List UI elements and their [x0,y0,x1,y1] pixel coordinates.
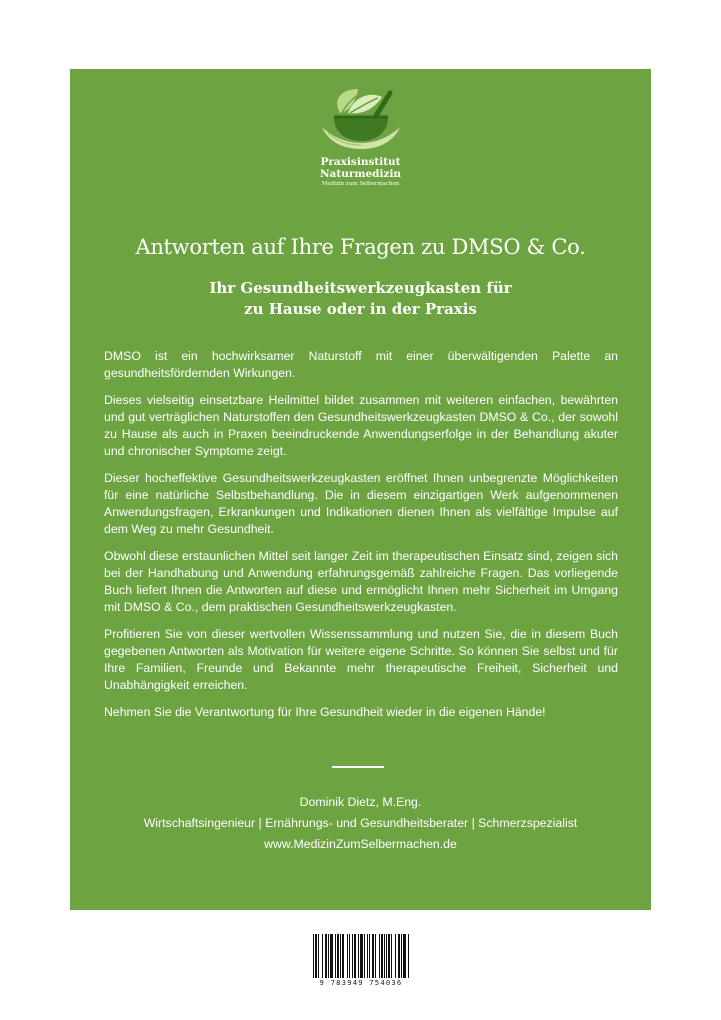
barcode-bar [367,934,368,978]
barcode-bar [375,934,376,978]
book-subtitle [70,278,651,320]
barcode-bar [395,934,396,978]
author-block [70,792,651,855]
barcode-number: 9 783949 754036 [319,978,403,987]
isbn-barcode [311,934,411,987]
barcode-bar [403,934,406,978]
barcode-bar [398,934,400,978]
author-name: Dominik Dietz, M.Eng. [299,795,422,809]
logo [70,83,651,188]
barcode-bar [318,934,319,978]
barcode-bar [337,934,339,978]
logo-tagline: Medizin zum Selbermachen [321,181,400,187]
barcode-bar [358,934,359,978]
barcode-bar [328,934,329,978]
barcode-bar [354,934,356,978]
mortar-hands-leaves-icon [318,83,404,155]
barcode-bar [388,934,390,978]
author-website: www.MedizinZumSelbermachen.de [264,837,457,851]
barcode-bar [352,934,353,978]
logo-line-2: Naturmedizin [319,168,402,180]
cover-panel [70,69,651,910]
barcode-bar [349,934,350,978]
barcode-bar [330,934,333,978]
blurb-text [104,348,618,731]
barcode-bar [315,934,317,978]
barcode-bar [384,934,385,978]
divider [332,766,384,768]
barcode-bar [322,934,323,978]
barcode-bar [313,934,314,978]
barcode-bar [364,934,365,978]
paragraph: Nehmen Sie die Verantwortung für Ihre Gesundheit wieder in die eigenen Hände! [104,705,546,719]
barcode-bar [408,934,409,978]
barcode-bar [386,934,387,978]
barcode-bar [381,934,383,978]
barcode-bar [340,934,341,978]
logo-line-1: Praxisinstitut [320,156,401,168]
barcode-bars [311,934,411,978]
barcode-bar [372,934,374,978]
barcode-bar [325,934,327,978]
barcode-bar [391,934,392,978]
paragraph: DMSO ist ein hochwirksamer Naturstoff mit einer überwältigenden Palette an gesundheitsfördernden Wirkungen. [104,349,618,380]
subtitle-line-1: Ihr Gesundheitswerkzeugkasten für [209,279,512,297]
paragraph: Dieser hocheffektive Gesundheitswerkzeugkasten eröffnet Ihnen unbegrenzte Möglichkeiten für eine natürliche Selbstbehandlung. Die in diesem einzigartigen Werk aufgenommenen Anwendungsfragen, Erkrankungen und Indikationen dienen Ihnen als vielfältige Impulse auf dem Weg zu mehr Gesundheit. [104,471,618,536]
barcode-bar [360,934,363,978]
paragraph: Obwohl diese erstaunlichen Mittel seit langer Zeit im therapeutischen Einsatz sind, zeigen sich bei der Handhabung und Anwendung erfahrungsgemäß zahlreiche Fragen. Das vorliegende Buch liefert Ihnen die Antworten auf diese und ermöglicht Ihnen mehr Sicherheit im Umgang mit DMSO & Co., dem praktischen Gesundheitswerkzeugkasten. [104,549,618,614]
book-title: Antworten auf Ihre Fragen zu DMSO & Co. [135,235,586,259]
paragraph: Dieses vielseitig einsetzbare Heilmittel bildet zusammen mit weiteren einfachen, bewährten und gut verträglichen Naturstoffen den Gesundheitswerkzeugkasten DMSO & Co., der sowohl zu Hause als auch in Praxen beeindruckende Anwendungserfolge in der Behandlung akuter und chronischer Symptome zeigt. [104,393,618,458]
barcode-bar [347,934,348,978]
barcode-bar [369,934,370,978]
barcode-bar [401,934,402,978]
barcode-bar [379,934,380,978]
subtitle-line-2: zu Hause oder in der Praxis [244,300,477,318]
paragraph: Profitieren Sie von dieser wertvollen Wissenssammlung und nutzen Sie, die in diesem Buch gegebenen Antworten als Motivation für weitere eigene Schritte. So können Sie selbst und für Ihre Familien, Freunde und Bekannte mehr therapeutische Freiheit, Sicherheit und Unabhängigkeit erreichen. [104,627,618,692]
barcode-bar [342,934,344,978]
author-roles: Wirtschaftsingenieur | Ernährungs- und Gesundheitsberater | Schmerzspezialist [143,816,578,830]
barcode-bar [335,934,336,978]
